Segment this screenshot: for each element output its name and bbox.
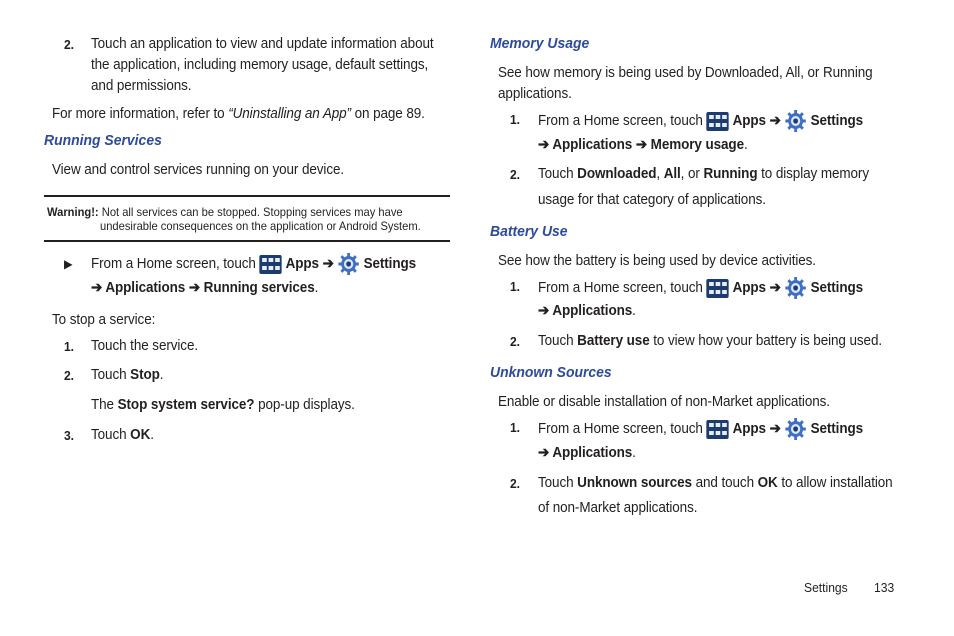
step-number: 1. (510, 420, 520, 435)
apps-icon (707, 279, 729, 298)
section-heading-battery-use: Battery Use (490, 223, 568, 240)
section-description: Enable or disable installation of non-Market applications. (498, 394, 830, 410)
instruction-line: From a Home screen, touch Apps ➔ Settings (91, 252, 416, 276)
apps-icon (707, 112, 729, 131)
step-text: Touch the service. (91, 338, 199, 354)
settings-gear-icon (338, 252, 360, 276)
section-heading-memory-usage: Memory Usage (490, 35, 590, 52)
page-number: 133 (874, 580, 895, 595)
apps-icon (260, 255, 282, 274)
bullet-triangle-icon: ▶ (64, 257, 73, 271)
step-text: of non-Market applications. (538, 500, 698, 516)
step-text: the application, including memory usage, default settings, (91, 57, 429, 73)
instruction-line: From a Home screen, touch Apps ➔ Settings (538, 417, 863, 441)
step-note: The Stop system service? pop-up displays. (91, 397, 355, 413)
section-description: applications. (498, 86, 572, 102)
section-description: See how memory is being used by Downloaded, All, or Running (498, 65, 873, 81)
step-text: and permissions. (91, 78, 192, 94)
step-text: Touch Battery use to view how your battery is being used. (538, 333, 883, 349)
step-number: 1. (64, 339, 74, 354)
footer-section-name: Settings (804, 580, 848, 595)
warning-line: undesirable consequences on the application or Android System. (100, 219, 421, 233)
step-number: 1. (510, 279, 520, 294)
step-text: usage for that category of applications. (538, 192, 766, 208)
instruction-path: ➔ Applications ➔ Running services. (91, 280, 319, 296)
instruction-line: From a Home screen, touch Apps ➔ Settings (538, 276, 863, 300)
stop-intro: To stop a service: (52, 312, 156, 328)
cross-reference-link[interactable]: “Uninstalling an App” (228, 106, 351, 122)
settings-gear-icon (785, 417, 807, 441)
step-number: 2. (64, 368, 74, 383)
instruction-path: ➔ Applications ➔ Memory usage. (538, 137, 748, 153)
settings-gear-icon (785, 276, 807, 300)
warning-label: Warning!: (47, 205, 99, 219)
step-text: Touch Unknown sources and touch OK to allow installation (538, 475, 893, 491)
instruction-path: ➔ Applications. (538, 303, 636, 319)
step-text: Touch an application to view and update information about (91, 36, 434, 52)
step-number: 2. (510, 476, 520, 491)
section-heading-running-services: Running Services (44, 132, 162, 149)
step-number: 3. (64, 428, 74, 443)
section-description: See how the battery is being used by device activities. (498, 253, 816, 269)
settings-gear-icon (785, 109, 807, 133)
instruction-path: ➔ Applications. (538, 445, 636, 461)
step-number: 1. (510, 112, 520, 127)
step-number: 2. (510, 167, 520, 182)
step-text: Touch OK. (91, 427, 154, 443)
instruction-line: From a Home screen, touch Apps ➔ Settings (538, 109, 863, 133)
step-text: Touch Downloaded, All, or Running to display memory (538, 166, 869, 182)
step-text: Touch Stop. (91, 367, 164, 383)
section-heading-unknown-sources: Unknown Sources (490, 364, 612, 381)
apps-icon (707, 420, 729, 439)
more-info: For more information, refer to “Uninstalling an App” on page 89. (52, 106, 425, 122)
step-number: 2. (510, 334, 520, 349)
warning-bottom-rule (44, 240, 450, 242)
step-number: 2. (64, 37, 74, 52)
section-description: View and control services running on your device. (52, 162, 345, 178)
warning-line: Warning!: Not all services can be stopped. Stopping services may have (47, 205, 403, 219)
warning-top-rule (44, 195, 450, 197)
